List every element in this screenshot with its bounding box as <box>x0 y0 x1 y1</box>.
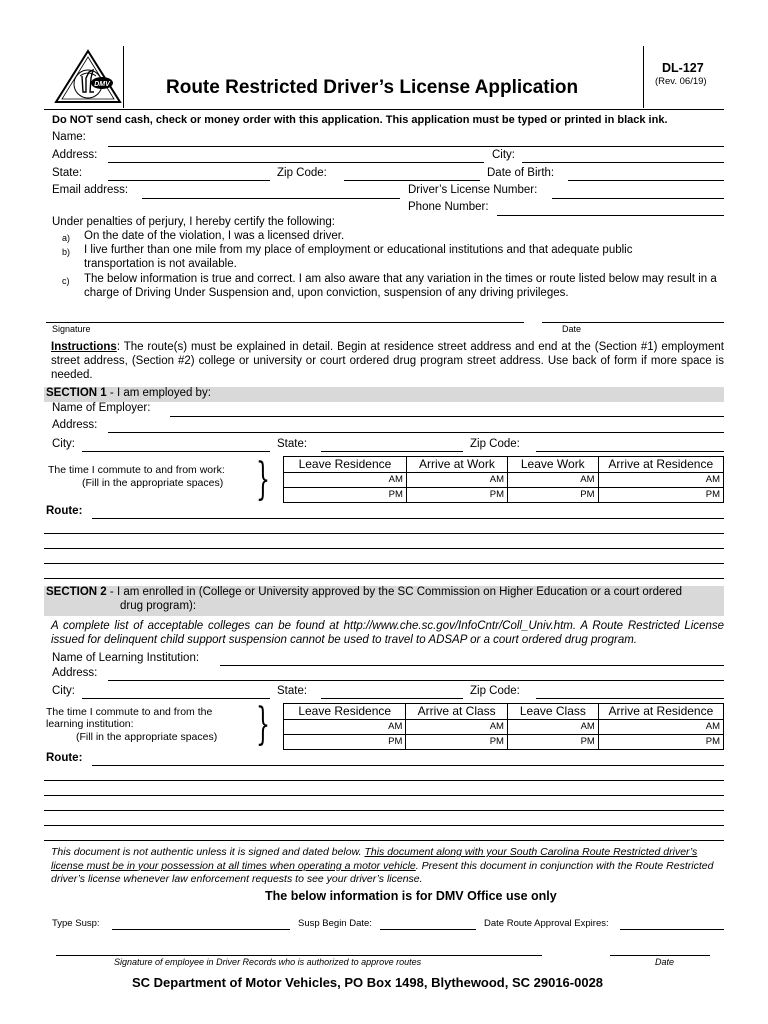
section1-leave-res-pm[interactable]: PM <box>284 488 407 503</box>
city-field[interactable] <box>522 162 724 163</box>
section2-commute-line1: The time I commute to and from the <box>46 706 213 718</box>
certify-date-field[interactable] <box>542 322 724 323</box>
section2-route-line-5[interactable] <box>44 825 724 826</box>
certify-item-b <box>62 244 724 272</box>
name-label: Name: <box>52 131 86 143</box>
section2-arrive-class-pm[interactable]: PM <box>406 735 508 750</box>
section2-arrive-res-pm[interactable]: PM <box>598 735 723 750</box>
type-susp-field[interactable] <box>112 929 290 930</box>
city-label: City: <box>492 149 515 161</box>
header-right-divider <box>643 46 644 108</box>
employer-address-label: Address: <box>52 419 98 431</box>
section1-am-row <box>284 473 724 488</box>
certify-intro: Under penalties of perjury, I hereby certify the following: <box>52 216 335 228</box>
section2-times-header <box>284 704 724 720</box>
email-label: Email address: <box>52 184 129 196</box>
section2-arrive-class-am[interactable]: AM <box>406 720 508 735</box>
section2-route-line-6[interactable] <box>44 840 724 841</box>
section1-route-line-1[interactable] <box>92 518 724 519</box>
instructions-text: : The route(s) must be explained in detail. Begin at residence street address and end at the (Section #1) employment street address, (Section #2) college or university or court ordered drug program street address. Use back of form if more space is needed. <box>51 341 724 381</box>
section2-col-4: Arrive at Residence <box>598 704 723 720</box>
footer-address: SC Department of Motor Vehicles, PO Box 1498, Blythewood, SC 29016-0028 <box>132 975 604 990</box>
section1-arrive-res-am[interactable]: AM <box>598 473 723 488</box>
section1-route-label: Route: <box>46 505 83 517</box>
state-label: State: <box>52 167 83 179</box>
section2-col-1: Leave Residence <box>284 704 406 720</box>
institution-city-label: City: <box>52 685 75 697</box>
section2-pm-row <box>284 735 724 750</box>
section1-pm-row <box>284 488 724 503</box>
header <box>0 0 768 110</box>
certify-marker-b: b) <box>62 247 71 257</box>
section1-fill-hint: (Fill in the appropriate spaces) <box>82 477 224 489</box>
email-field[interactable] <box>142 198 400 199</box>
institution-zip-label: Zip Code: <box>470 685 520 697</box>
section1-title: SECTION 1 <box>46 387 107 399</box>
dob-field[interactable] <box>568 180 724 181</box>
employee-date-field[interactable] <box>610 955 710 956</box>
section1-header <box>44 387 724 402</box>
zip-label: Zip Code: <box>277 167 327 179</box>
zip-field[interactable] <box>344 180 480 181</box>
section1-times-header <box>284 457 724 473</box>
section1-col-4: Arrive at Residence <box>598 457 723 473</box>
institution-state-field[interactable] <box>321 698 463 699</box>
section2-route-line-4[interactable] <box>44 810 724 811</box>
instructions-label: Instructions <box>51 341 117 353</box>
certify-text-a: On the date of the violation, I was a licensed driver. <box>84 230 345 242</box>
type-susp-label: Type Susp: <box>52 918 100 929</box>
dmv-logo-text: DMV <box>94 81 110 88</box>
section2-leave-class-am[interactable]: AM <box>507 720 598 735</box>
section1-leave-work-am[interactable]: AM <box>508 473 599 488</box>
section2-title: SECTION 2 <box>46 586 107 598</box>
form-revision: (Rev. 06/19) <box>655 76 707 87</box>
section1-arrive-work-am[interactable]: AM <box>406 473 507 488</box>
institution-address-field[interactable] <box>108 680 724 681</box>
address-field[interactable] <box>108 162 484 163</box>
section1-leave-work-pm[interactable]: PM <box>508 488 599 503</box>
susp-begin-field[interactable] <box>380 929 476 930</box>
section1-arrive-work-pm[interactable]: PM <box>406 488 507 503</box>
section1-route-line-2[interactable] <box>44 533 724 534</box>
certify-item-a <box>62 230 724 244</box>
section2-brace: } <box>256 699 270 750</box>
route-expires-label: Date Route Approval Expires: <box>484 918 609 929</box>
employer-city-field[interactable] <box>82 451 270 452</box>
section1-arrive-res-pm[interactable]: PM <box>598 488 723 503</box>
institution-zip-field[interactable] <box>536 698 724 699</box>
signature-field[interactable] <box>46 322 524 323</box>
section2-route-line-3[interactable] <box>44 795 724 796</box>
section2-route-line-1[interactable] <box>92 765 724 766</box>
state-field[interactable] <box>108 180 270 181</box>
section2-arrive-res-am[interactable]: AM <box>598 720 723 735</box>
certify-marker-c: c) <box>62 276 70 286</box>
section2-am-row <box>284 720 724 735</box>
certify-item-c <box>62 273 724 301</box>
authenticity-plain-1: This document is not authentic unless it is signed and dated below. <box>51 846 365 858</box>
section2-header <box>44 586 724 616</box>
employer-zip-field[interactable] <box>536 451 724 452</box>
employee-signature-field[interactable] <box>56 955 542 956</box>
section1-route-line-4[interactable] <box>44 563 724 564</box>
section2-route-label: Route: <box>46 752 83 764</box>
employer-zip-label: Zip Code: <box>470 438 520 450</box>
page-title: Route Restricted Driver’s License Application <box>166 77 579 98</box>
dmv-logo <box>52 48 124 108</box>
section1-brace: } <box>256 454 270 505</box>
header-rule <box>44 109 724 110</box>
section1-route-line-3[interactable] <box>44 548 724 549</box>
employee-date-label: Date <box>655 957 675 967</box>
section2-col-3: Leave Class <box>507 704 598 720</box>
section1-commute-label: The time I commute to and from work: <box>48 464 225 476</box>
section2-subtitle-line1: - I am enrolled in (College or University approved by the SC Commission on Higher Education or a court ordered <box>106 586 682 598</box>
employer-city-label: City: <box>52 438 75 450</box>
employer-label: Name of Employer: <box>52 402 151 414</box>
signature-label: Signature <box>52 324 91 334</box>
license-number-field[interactable] <box>552 198 724 199</box>
susp-begin-label: Susp Begin Date: <box>298 918 372 929</box>
section2-subtitle-line2: drug program): <box>120 599 197 612</box>
institution-city-field[interactable] <box>82 698 270 699</box>
certify-marker-a: a) <box>62 233 71 243</box>
employer-state-field[interactable] <box>321 451 463 452</box>
section2-times-table <box>283 703 724 750</box>
authenticity-note <box>51 846 724 887</box>
employer-address-field[interactable] <box>108 432 724 433</box>
section1-route-line-5[interactable] <box>44 578 724 579</box>
section1-leave-res-am[interactable]: AM <box>284 473 407 488</box>
section2-note: A complete list of acceptable colleges can be found at http://www.che.sc.gov/InfoCntr/Coll_Univ.htm. A Route Restricted License issued for delinquent child support suspension cannot be used to travel to ADSAP or a court ordered drug program. <box>51 620 724 646</box>
section1-col-3: Leave Work <box>508 457 599 473</box>
name-field[interactable] <box>108 146 724 147</box>
authenticity-plain-2: . Present this document in conjunction with the Route Restricted driver’s license whenever law enforcement requests to see your driver’s license. <box>51 859 714 886</box>
authenticity-underlined: This document along with your South Carolina Route Restricted driver’s license must be in your possession at all times when operating a motor vehicle <box>51 846 698 872</box>
payment-notice: Do NOT send cash, check or money order with this application. This application must be typed or printed in black ink. <box>52 114 668 126</box>
section2-fill-hint: (Fill in the appropriate spaces) <box>76 731 218 743</box>
section2-col-2: Arrive at Class <box>406 704 508 720</box>
section1-col-2: Arrive at Work <box>406 457 507 473</box>
route-expires-field[interactable] <box>620 929 724 930</box>
employer-state-label: State: <box>277 438 308 450</box>
dob-label: Date of Birth: <box>487 167 555 179</box>
address-label: Address: <box>52 149 98 161</box>
section2-route-line-2[interactable] <box>44 780 724 781</box>
certify-text-c: The below information is true and correct. I am also aware that any variation in the times or route listed below may result in a charge of Driving Under Suspension and, upon conviction, suspension of any driving privileges. <box>84 273 717 299</box>
instructions <box>51 341 724 382</box>
header-left-divider <box>123 46 124 108</box>
institution-field[interactable] <box>220 665 724 666</box>
employee-signature-label: Signature of employee in Driver Records who is authorized to approve routes <box>114 957 422 967</box>
section2-leave-res-pm[interactable]: PM <box>284 735 406 750</box>
institution-state-label: State: <box>277 685 308 697</box>
form-number: DL-127 <box>662 61 704 75</box>
section2-leave-class-pm[interactable]: PM <box>507 735 598 750</box>
section1-times-table <box>283 456 724 503</box>
institution-address-label: Address: <box>52 667 98 679</box>
certify-date-label: Date <box>562 324 582 334</box>
phone-label: Phone Number: <box>408 201 489 213</box>
institution-label: Name of Learning Institution: <box>52 652 200 664</box>
phone-field[interactable] <box>497 215 724 216</box>
license-number-label: Driver’s License Number: <box>408 184 538 196</box>
section1-subtitle: - I am employed by: <box>106 387 211 399</box>
employer-field[interactable] <box>170 416 724 417</box>
section2-leave-res-am[interactable]: AM <box>284 720 406 735</box>
certify-text-b: I live further than one mile from my place of employment or educational institutions and that adequate public transportation is not available. <box>84 244 633 270</box>
section1-col-1: Leave Residence <box>284 457 407 473</box>
section2-commute-line2: learning institution: <box>46 718 134 730</box>
dmv-use-heading: The below information is for DMV Office use only <box>265 889 557 903</box>
